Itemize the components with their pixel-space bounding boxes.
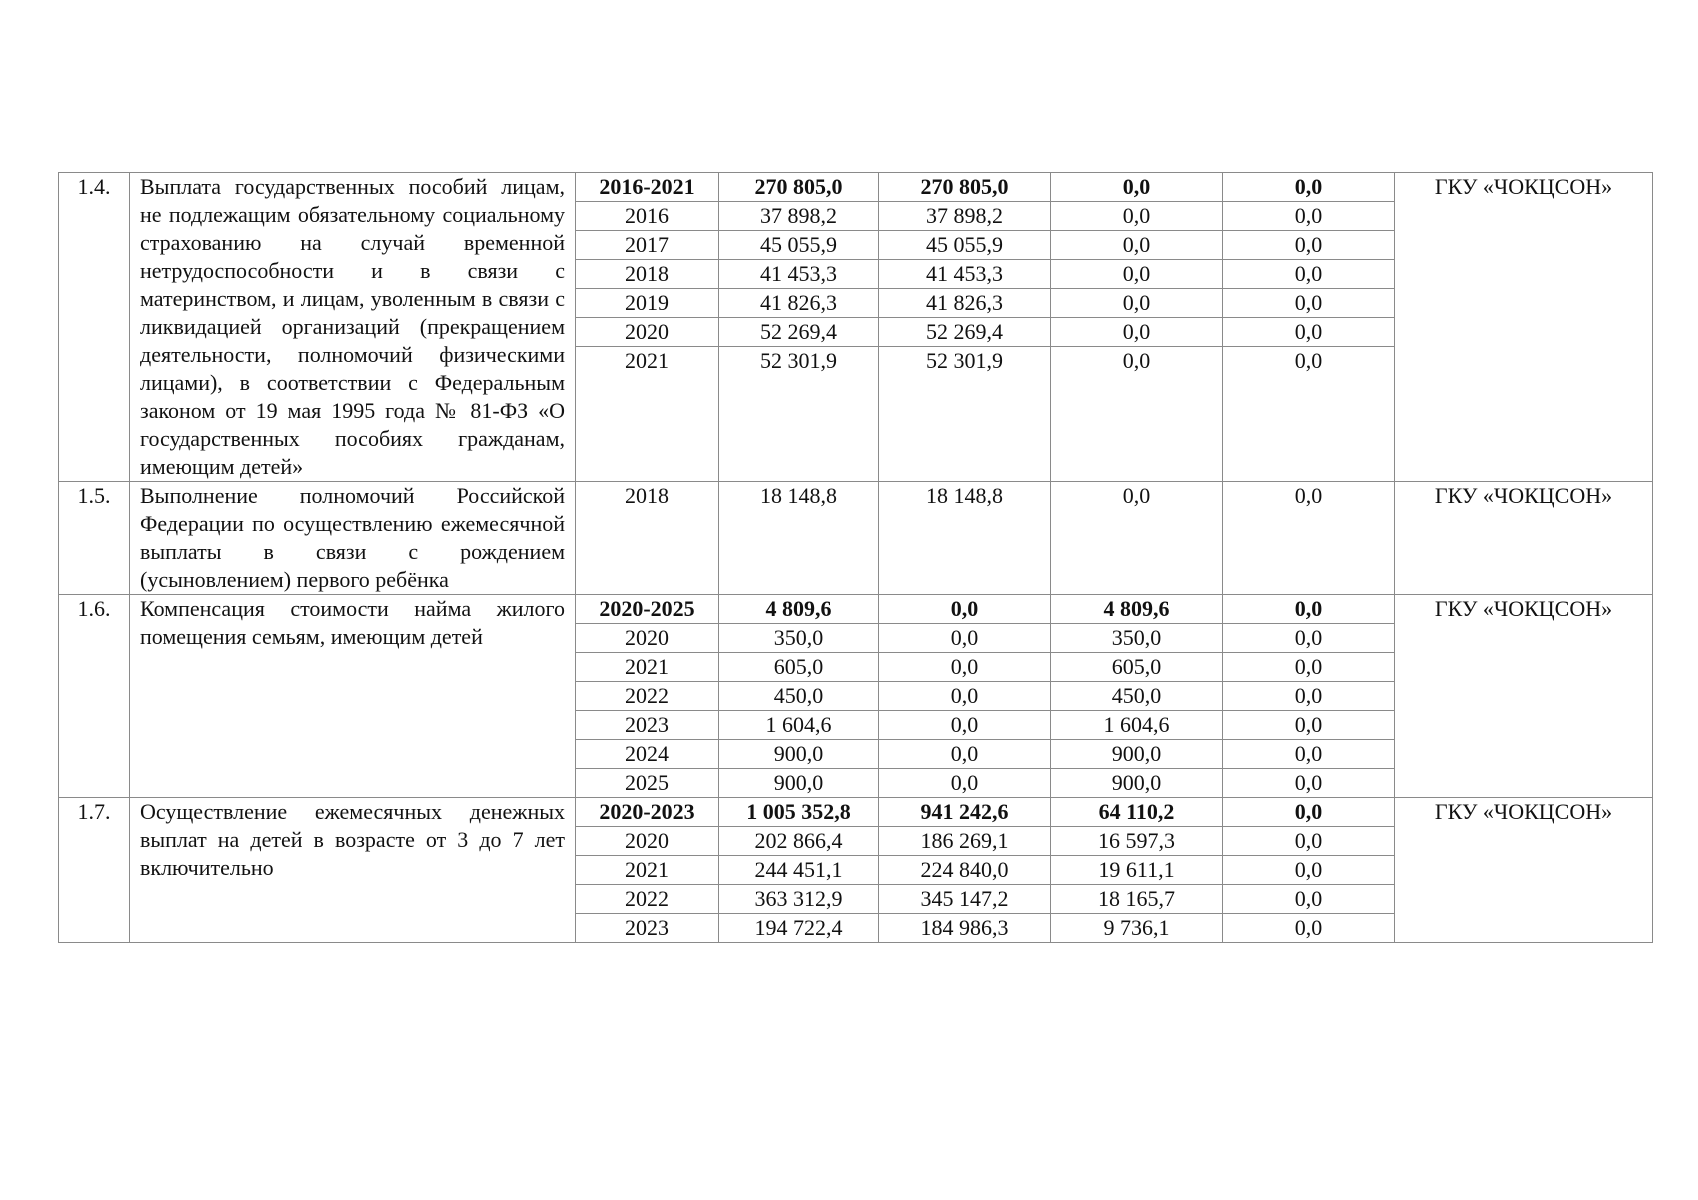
source3-amount-cell: 0,0 — [1223, 798, 1395, 827]
total-amount-cell: 900,0 — [719, 740, 879, 769]
item-description: Выполнение полномочий Российской Федерации по осуществлению ежемесячной выплаты в связи с рождением (усыновлением) первого ребёнка — [130, 482, 576, 595]
source2-amount-cell: 900,0 — [1051, 769, 1223, 798]
source1-amount-cell: 37 898,2 — [879, 202, 1051, 231]
source1-amount-cell: 186 269,1 — [879, 827, 1051, 856]
total-amount-cell: 4 809,6 — [719, 595, 879, 624]
source3-amount-cell: 0,0 — [1223, 318, 1395, 347]
item-description: Выплата государственных пособий лицам, не подлежащим обязательному социальному страхованию на случай временной нетрудоспособности и в связи с материнством, и лицам, уволенным в связи с ликвидацией организаций (прекращением деятельности, полномочий физическими лицами), в соответствии с Федеральным законом от 19 мая 1995 года № 81-ФЗ «О государственных пособиях гражданам, имеющим детей» — [130, 173, 576, 482]
source2-amount-cell: 0,0 — [1051, 318, 1223, 347]
source3-amount-cell: 0,0 — [1223, 595, 1395, 624]
total-amount-cell: 45 055,9 — [719, 231, 879, 260]
source3-amount-cell: 0,0 — [1223, 289, 1395, 318]
source2-amount-cell: 1 604,6 — [1051, 711, 1223, 740]
total-amount-cell: 41 453,3 — [719, 260, 879, 289]
table-row — [59, 173, 1653, 202]
period-cell: 2018 — [576, 260, 719, 289]
source2-amount-cell: 0,0 — [1051, 289, 1223, 318]
total-amount-cell: 244 451,1 — [719, 856, 879, 885]
source3-amount-cell: 0,0 — [1223, 740, 1395, 769]
source3-amount-cell: 0,0 — [1223, 914, 1395, 943]
total-amount-cell: 1 005 352,8 — [719, 798, 879, 827]
source1-amount-cell: 45 055,9 — [879, 231, 1051, 260]
total-amount-cell: 450,0 — [719, 682, 879, 711]
period-cell: 2020-2025 — [576, 595, 719, 624]
total-amount-cell: 1 604,6 — [719, 711, 879, 740]
source2-amount-cell: 900,0 — [1051, 740, 1223, 769]
source1-amount-cell: 0,0 — [879, 624, 1051, 653]
period-cell: 2021 — [576, 856, 719, 885]
source1-amount-cell: 0,0 — [879, 595, 1051, 624]
source2-amount-cell: 4 809,6 — [1051, 595, 1223, 624]
source3-amount-cell: 0,0 — [1223, 711, 1395, 740]
table-body — [59, 173, 1653, 943]
source1-amount-cell: 0,0 — [879, 711, 1051, 740]
source3-amount-cell: 0,0 — [1223, 624, 1395, 653]
source3-amount-cell: 0,0 — [1223, 856, 1395, 885]
source2-amount-cell: 64 110,2 — [1051, 798, 1223, 827]
source3-amount-cell: 0,0 — [1223, 827, 1395, 856]
period-cell: 2016 — [576, 202, 719, 231]
period-cell: 2018 — [576, 482, 719, 595]
source3-amount-cell: 0,0 — [1223, 769, 1395, 798]
source2-amount-cell: 350,0 — [1051, 624, 1223, 653]
source1-amount-cell: 52 301,9 — [879, 347, 1051, 482]
source1-amount-cell: 184 986,3 — [879, 914, 1051, 943]
source2-amount-cell: 0,0 — [1051, 202, 1223, 231]
item-number: 1.4. — [59, 173, 130, 482]
source3-amount-cell: 0,0 — [1223, 653, 1395, 682]
period-cell: 2021 — [576, 347, 719, 482]
period-cell: 2024 — [576, 740, 719, 769]
source2-amount-cell: 0,0 — [1051, 482, 1223, 595]
period-cell: 2020-2023 — [576, 798, 719, 827]
executor-cell: ГКУ «ЧОКЦСОН» — [1395, 595, 1653, 798]
source1-amount-cell: 0,0 — [879, 653, 1051, 682]
source2-amount-cell: 16 597,3 — [1051, 827, 1223, 856]
item-number: 1.7. — [59, 798, 130, 943]
source3-amount-cell: 0,0 — [1223, 231, 1395, 260]
source1-amount-cell: 52 269,4 — [879, 318, 1051, 347]
total-amount-cell: 363 312,9 — [719, 885, 879, 914]
executor-cell: ГКУ «ЧОКЦСОН» — [1395, 173, 1653, 482]
executor-cell: ГКУ «ЧОКЦСОН» — [1395, 798, 1653, 943]
period-cell: 2020 — [576, 827, 719, 856]
source1-amount-cell: 941 242,6 — [879, 798, 1051, 827]
item-description: Осуществление ежемесячных денежных выплат на детей в возрасте от 3 до 7 лет включительно — [130, 798, 576, 943]
source1-amount-cell: 41 453,3 — [879, 260, 1051, 289]
source3-amount-cell: 0,0 — [1223, 482, 1395, 595]
item-description: Компенсация стоимости найма жилого помещения семьям, имеющим детей — [130, 595, 576, 798]
total-amount-cell: 350,0 — [719, 624, 879, 653]
period-cell: 2021 — [576, 653, 719, 682]
source2-amount-cell: 19 611,1 — [1051, 856, 1223, 885]
source3-amount-cell: 0,0 — [1223, 202, 1395, 231]
period-cell: 2016-2021 — [576, 173, 719, 202]
total-amount-cell: 202 866,4 — [719, 827, 879, 856]
total-amount-cell: 52 301,9 — [719, 347, 879, 482]
total-amount-cell: 18 148,8 — [719, 482, 879, 595]
executor-cell: ГКУ «ЧОКЦСОН» — [1395, 482, 1653, 595]
period-cell: 2022 — [576, 885, 719, 914]
total-amount-cell: 194 722,4 — [719, 914, 879, 943]
source2-amount-cell: 9 736,1 — [1051, 914, 1223, 943]
period-cell: 2019 — [576, 289, 719, 318]
period-cell: 2022 — [576, 682, 719, 711]
total-amount-cell: 605,0 — [719, 653, 879, 682]
source1-amount-cell: 224 840,0 — [879, 856, 1051, 885]
period-cell: 2025 — [576, 769, 719, 798]
total-amount-cell: 41 826,3 — [719, 289, 879, 318]
period-cell: 2017 — [576, 231, 719, 260]
source1-amount-cell: 0,0 — [879, 682, 1051, 711]
source3-amount-cell: 0,0 — [1223, 260, 1395, 289]
source2-amount-cell: 18 165,7 — [1051, 885, 1223, 914]
source1-amount-cell: 41 826,3 — [879, 289, 1051, 318]
table-row — [59, 482, 1653, 595]
source2-amount-cell: 605,0 — [1051, 653, 1223, 682]
period-cell: 2020 — [576, 624, 719, 653]
source1-amount-cell: 0,0 — [879, 740, 1051, 769]
total-amount-cell: 900,0 — [719, 769, 879, 798]
funding-table — [58, 172, 1653, 943]
source2-amount-cell: 0,0 — [1051, 347, 1223, 482]
source3-amount-cell: 0,0 — [1223, 682, 1395, 711]
source3-amount-cell: 0,0 — [1223, 885, 1395, 914]
source1-amount-cell: 18 148,8 — [879, 482, 1051, 595]
table-row — [59, 595, 1653, 624]
source1-amount-cell: 345 147,2 — [879, 885, 1051, 914]
source2-amount-cell: 450,0 — [1051, 682, 1223, 711]
period-cell: 2023 — [576, 914, 719, 943]
source1-amount-cell: 0,0 — [879, 769, 1051, 798]
item-number: 1.6. — [59, 595, 130, 798]
total-amount-cell: 270 805,0 — [719, 173, 879, 202]
source2-amount-cell: 0,0 — [1051, 173, 1223, 202]
item-number: 1.5. — [59, 482, 130, 595]
total-amount-cell: 52 269,4 — [719, 318, 879, 347]
total-amount-cell: 37 898,2 — [719, 202, 879, 231]
source3-amount-cell: 0,0 — [1223, 347, 1395, 482]
source2-amount-cell: 0,0 — [1051, 260, 1223, 289]
source1-amount-cell: 270 805,0 — [879, 173, 1051, 202]
source2-amount-cell: 0,0 — [1051, 231, 1223, 260]
period-cell: 2020 — [576, 318, 719, 347]
source3-amount-cell: 0,0 — [1223, 173, 1395, 202]
table-row — [59, 798, 1653, 827]
period-cell: 2023 — [576, 711, 719, 740]
